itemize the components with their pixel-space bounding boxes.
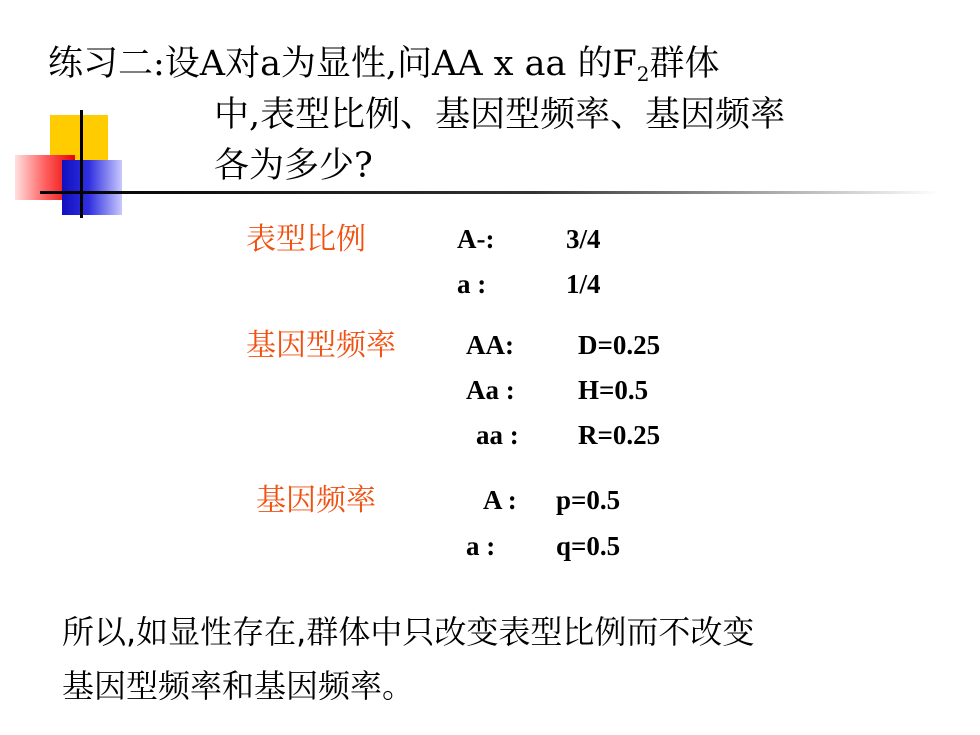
- allele-value-1: p=0.5: [556, 485, 621, 515]
- title-underline: [40, 191, 940, 194]
- phenotype-value-2: 1/4: [566, 269, 601, 299]
- genotype-value-1: D=0.25: [578, 330, 661, 360]
- genotype-value-3: R=0.25: [578, 420, 661, 450]
- conclusion-line-2: 基因型频率和基因频率。: [62, 667, 415, 705]
- title-subscript: 2: [636, 62, 650, 86]
- genotype-key-3: aa :: [476, 420, 519, 450]
- vertical-rule: [80, 110, 83, 218]
- genotype-value-2: H=0.5: [578, 375, 649, 405]
- question-title-line-3: 各为多少?: [214, 146, 373, 186]
- genotype-key-1: AA:: [466, 330, 514, 360]
- phenotype-ratio-label: 表型比例: [246, 222, 366, 257]
- conclusion-line-1: 所以,如显性存在,群体中只改变表型比例而不改变: [62, 613, 755, 651]
- question-title-line-1: [48, 42, 720, 86]
- blue-square-decoration: [62, 160, 122, 215]
- genotype-key-2: Aa :: [466, 375, 515, 405]
- allele-value-2: q=0.5: [556, 531, 621, 561]
- question-title-line-2: 中,表型比例、基因型频率、基因频率: [214, 95, 786, 135]
- allele-frequency-label: 基因频率: [256, 483, 376, 518]
- allele-key-2: a :: [466, 531, 496, 561]
- phenotype-key-2: a :: [457, 269, 487, 299]
- phenotype-key-1: A-:: [457, 224, 495, 254]
- title-text-a: 练习二:设A对a为显性,问AA x aa 的F: [48, 44, 637, 84]
- genotype-frequency-label: 基因型频率: [246, 328, 396, 363]
- allele-key-1: A :: [483, 485, 517, 515]
- phenotype-value-1: 3/4: [566, 224, 601, 254]
- title-text-b: 群体: [649, 44, 720, 84]
